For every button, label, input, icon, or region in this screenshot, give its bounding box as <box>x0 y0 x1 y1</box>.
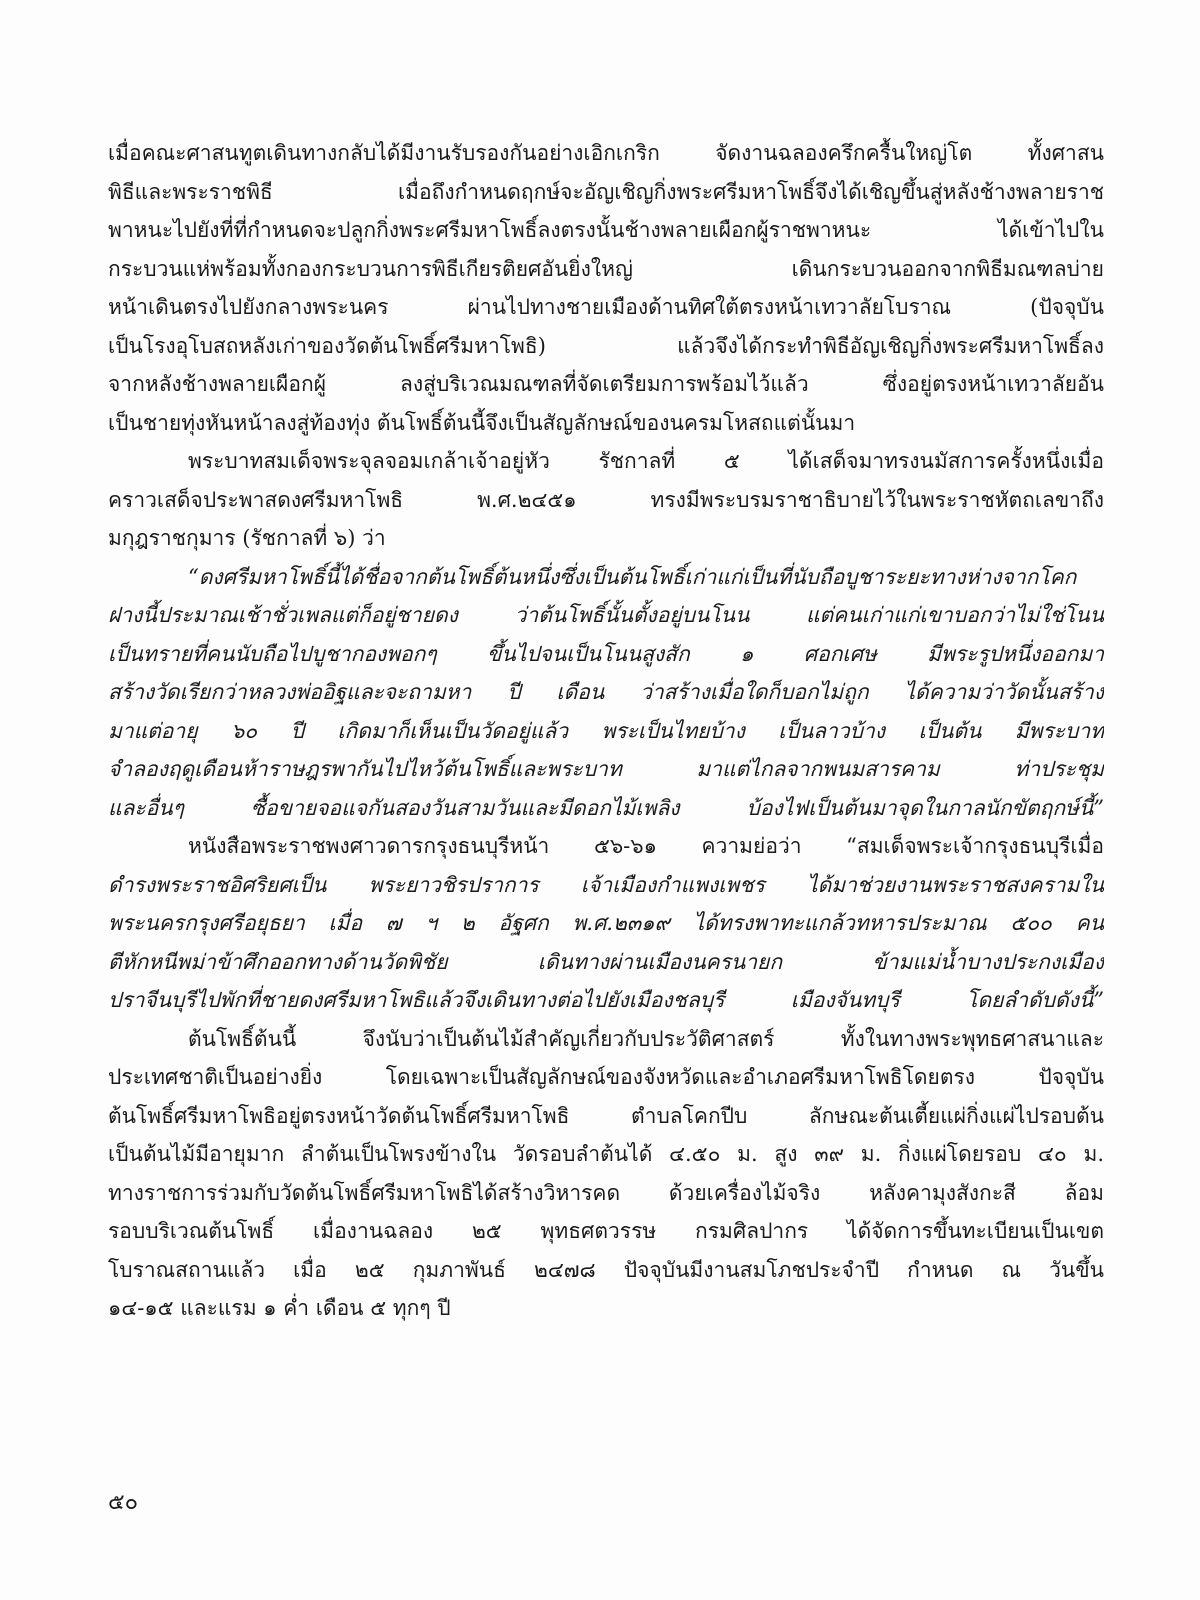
text-line: มกุฎราชกุมาร (รัชกาลที่ ๖) ว่า <box>108 526 386 550</box>
page-number: ๕๐ <box>108 1490 139 1515</box>
text-line: คราวเสด็จประพาสดงศรีมหาโพธิ พ.ศ.๒๔๕๑ ทรงมีพระบรมราชาธิบายไว้ในพระราชหัตถเลขาถึง <box>108 487 1104 512</box>
text-line: หนังสือพระราชพงศาวดารกรุงธนบุรีหน้า ๕๖-๖๑ ความย่อว่า “สมเด็จพระเจ้ากรุงธนบุรีเมื่อ <box>188 834 1104 858</box>
text-line: หน้าเดินตรงไปยังกลางพระนคร ผ่านไปทางชายเมืองด้านทิศใต้ตรงหน้าเทวาลัยโบราณ (ปัจจุบัน <box>108 295 1104 319</box>
text-line: พิธีและพระราชพิธี เมื่อถึงกำหนดฤกษ์จะอัญเชิญกิ่งพระศรีมหาโพธิ์จึงได้เชิญขึ้นสู่หลังช้างพลายราช <box>108 179 1104 204</box>
quote-line: เป็นทรายที่คนนับถือไปบูชากองพอกๆ ขึ้นไปจนเป็นโนนสูงสัก ๑ ศอกเศษ มีพระรูปหนึ่งออกมา <box>108 641 1104 666</box>
text-line: เป็นชายทุ่งหันหน้าลงสู่ท้องทุ่ง ต้นโพธิ์ต้นนี้จึงเป็นสัญลักษณ์ของนครมโหสถแต่นั้นมา <box>108 410 856 435</box>
quote-line: ตีหักหนีพม่าข้าศึกออกทางด้านวัดพิชัย เดินทางผ่านเมืองนครนายก ข้ามแม่น้ำบางประกงเมือง <box>108 949 1104 974</box>
quote-line: จำลองฤดูเดือนห้าราษฎรพากันไปไหว้ต้นโพธิ์และพระบาท มาแต่ไกลจากพนมสารคาม ท่าประชุม <box>108 757 1104 781</box>
quote-line: พระนครกรุงศรีอยุธยา เมื่อ ๗ ฯ ๒ อัฐศก พ.ศ.๒๓๑๙ ได้ทรงพาทะแกล้วทหารประมาณ ๕๐๐ คน <box>108 911 1104 935</box>
quote-line: ฝางนี้ประมาณเช้าชั่วเพลแต่ก็อยู่ชายดง ว่าต้นโพธิ์นั้นตั้งอยู่บนโนน แต่คนเก่าแก่เขาบอกว่าไม่ใช่โนน <box>108 603 1104 627</box>
quote-line: ดำรงพระราชอิศริยศเป็น พระยาวชิรปราการ เจ้าเมืองกำแพงเพชร ได้มาช่วยงานพระราชสงครามใน <box>108 872 1104 897</box>
quote-line: ปราจีนบุรีไปพักที่ชายดงศรีมหาโพธิแล้วจึงเดินทางต่อไปยังเมืองชลบุรี เมืองจันทบุรี โดยลำดับดังนี้” <box>108 988 1104 1012</box>
text-line: เป็นโรงอุโบสถหลังเก่าของวัดต้นโพธิ์ศรีมหาโพธิ) แล้วจึงได้กระทำพิธีอัญเชิญกิ่งพระศรีมหาโพธิ์ลง <box>108 333 1104 358</box>
text-line: รอบบริเวณต้นโพธิ์ เมื่องานฉลอง ๒๕ พุทธศตวรรษ กรมศิลปากร ได้จัดการขึ้นทะเบียนเป็นเขต <box>108 1219 1104 1243</box>
quote-line: และอื่นๆ ซื้อขายจอแจกันสองวันสามวันและมีดอกไม้เพลิง บ้องไฟเป็นต้นมาจุดในกาลนักขัตฤกษ์นี้” <box>108 795 1104 820</box>
text-line: โบราณสถานแล้ว เมื่อ ๒๕ กุมภาพันธ์ ๒๔๗๘ ปัจจุบันมีงานสมโภชประจำปี กำหนด ณ วันขึ้น <box>108 1257 1104 1282</box>
text-line: ต้นโพธิ์ต้นนี้ จึงนับว่าเป็นต้นไม้สำคัญเกี่ยวกับประวัติศาสตร์ ทั้งในทางพระพุทธศาสนาและ <box>188 1026 1104 1051</box>
text-line: พาหนะไปยังที่ที่กำหนดจะปลูกกิ่งพระศรีมหาโพธิ์ลงตรงนั้นช้างพลายเผือกผู้ราชพาหนะ ได้เข้าไปใน <box>108 218 1104 242</box>
quote-line: มาแต่อายุ ๖๐ ปี เกิดมาก็เห็นเป็นวัดอยู่แล้ว พระเป็นไทยบ้าง เป็นลาวบ้าง เป็นต้น มีพระบาท <box>108 718 1104 743</box>
text-line: พระบาทสมเด็จพระจุลจอมเกล้าเจ้าอยู่หัว รัชกาลที่ ๕ ได้เสด็จมาทรงนมัสการครั้งหนึ่งเมื่อ <box>188 449 1104 473</box>
text-line: ทางราชการร่วมกับวัดต้นโพธิ์ศรีมหาโพธิได้สร้างวิหารคด ด้วยเครื่องไม้จริง หลังคามุงสังกะสี ล้อม <box>108 1180 1104 1205</box>
text-line: ต้นโพธิ์ศรีมหาโพธิอยู่ตรงหน้าวัดต้นโพธิ์ศรีมหาโพธิ ตำบลโคกปีบ ลักษณะต้นเตี้ยแผ่กิ่งแผ่ไปรอบต้น <box>108 1103 1104 1128</box>
quote-line: สร้างวัดเรียกว่าหลวงพ่ออิฐและจะถามหา ปี เดือน ว่าสร้างเมื่อใดก็บอกไม่ถูก ได้ความว่าวัดนั้นสร้าง <box>108 680 1104 704</box>
text-line: ประเทศชาติเป็นอย่างยิ่ง โดยเฉพาะเป็นสัญลักษณ์ของจังหวัดและอำเภอศรีมหาโพธิโดยตรง ปัจจุบัน <box>108 1065 1104 1089</box>
text-line: ๑๔-๑๕ และแรม ๑ ค่ำ เดือน ๕ ทุกๆ ปี <box>108 1296 451 1320</box>
text-line: จากหลังช้างพลายเผือกผู้ ลงสู่บริเวณมณฑลที่จัดเตรียมการพร้อมไว้แล้ว ซึ่งอยู่ตรงหน้าเทวาลัยอัน <box>108 372 1104 396</box>
body-text <box>108 134 1104 1328</box>
text-line: เมื่อคณะศาสนทูตเดินทางกลับได้มีงานรับรองกันอย่างเอิกเกริก จัดงานฉลองครึกครื้นใหญ่โต ทั้งศาสน <box>108 141 1104 165</box>
text-line: กระบวนแห่พร้อมทั้งกองกระบวนการพิธีเกียรติยศอันยิ่งใหญ่ เดินกระบวนออกจากพิธีมณฑลบ่าย <box>108 256 1104 281</box>
quote-line: “ดงศรีมหาโพธิ์นี้ได้ชื่อจากต้นโพธิ์ต้นหนึ่งซึ่งเป็นต้นโพธิ์เก่าแก่เป็นที่นับถือบูชาระยะทางห่างจากโคก <box>188 564 1077 589</box>
text-line: เป็นต้นไม้มีอายุมาก ลำต้นเป็นโพรงข้างใน วัดรอบลำต้นได้ ๔.๕๐ ม. สูง ๓๙ ม. กิ่งแผ่โดยรอบ ๔๐ ม. <box>108 1142 1104 1166</box>
